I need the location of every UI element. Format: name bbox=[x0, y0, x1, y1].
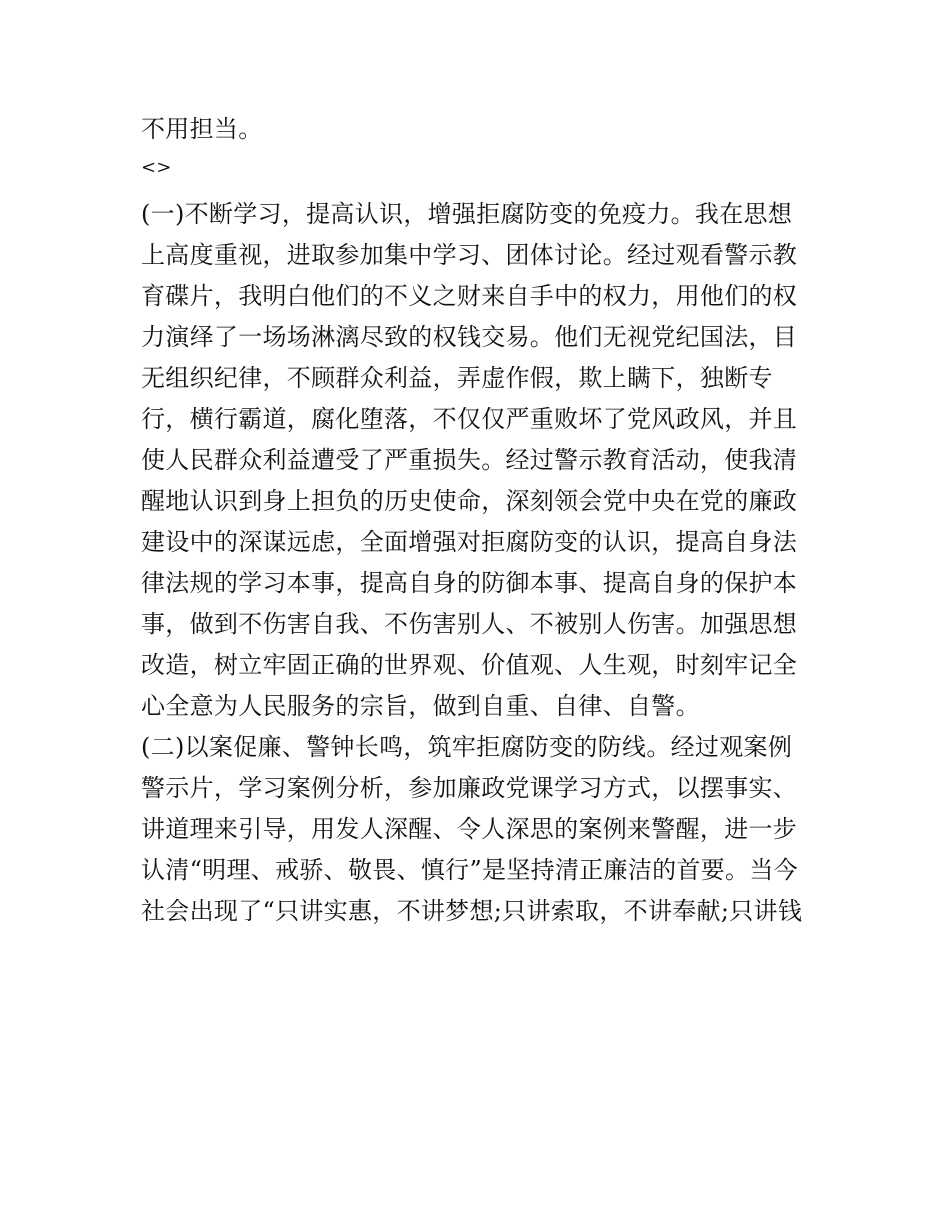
text-line: 心全意为人民服务的宗旨，做到自重、自律、自警。 bbox=[141, 692, 700, 720]
text-line: 警示片，学习案例分析，参加廉政党课学习方式，以摆事实、 bbox=[141, 774, 798, 802]
text-line: 改造，树立牢固正确的世界观、价值观、人生观，时刻牢记全 bbox=[141, 651, 798, 679]
text-line: 无组织纪律，不顾群众利益，弄虚作假，欺上瞒下，独断专 bbox=[141, 364, 773, 392]
text-line: 行，横行霸道，腐化堕落，不仅仅严重败坏了党风政风，并且 bbox=[141, 405, 798, 433]
body-text bbox=[141, 109, 821, 932]
text-line: 醒地认识到身上担负的历史使命，深刻领会党中央在党的廉政 bbox=[141, 487, 798, 515]
text-line: 讲道理来引导，用发人深醒、令人深思的案例来警醒，进一步 bbox=[141, 815, 798, 843]
text-line: 力演绎了一场场淋漓尽致的权钱交易。他们无视党纪国法，目 bbox=[141, 323, 798, 351]
text-line: 律法规的学习本事，提高自身的防御本事、提高自身的保护本 bbox=[141, 569, 798, 597]
text-line: (一)不断学习，提高认识，增强拒腐防变的免疫力。我在思想 bbox=[141, 200, 793, 228]
text-line: 使人民群众利益遭受了严重损失。经过警示教育活动，使我清 bbox=[141, 446, 798, 474]
text-line: 上高度重视，进取参加集中学习、团体讨论。经过观看警示教 bbox=[141, 241, 798, 269]
text-line: 建设中的深谋远虑，全面增强对拒腐防变的认识，提高自身法 bbox=[141, 528, 798, 556]
text-line: 育碟片，我明白他们的不义之财来自手中的权力，用他们的权 bbox=[141, 282, 798, 310]
text-line: 不用担当。 bbox=[141, 115, 263, 143]
text-line: 认清“明理、戒骄、敬畏、慎行”是坚持清正廉洁的首要。当今 bbox=[141, 856, 798, 884]
text-line: 社会出现了“只讲实惠，不讲梦想;只讲索取，不讲奉献;只讲钱 bbox=[141, 897, 803, 925]
text-line: (二)以案促廉、警钟长鸣，筑牢拒腐防变的防线。经过观案例 bbox=[141, 733, 793, 761]
text-line: <> bbox=[141, 157, 172, 178]
text-line: 事，做到不伤害自我、不伤害别人、不被别人伤害。加强思想 bbox=[141, 610, 798, 638]
